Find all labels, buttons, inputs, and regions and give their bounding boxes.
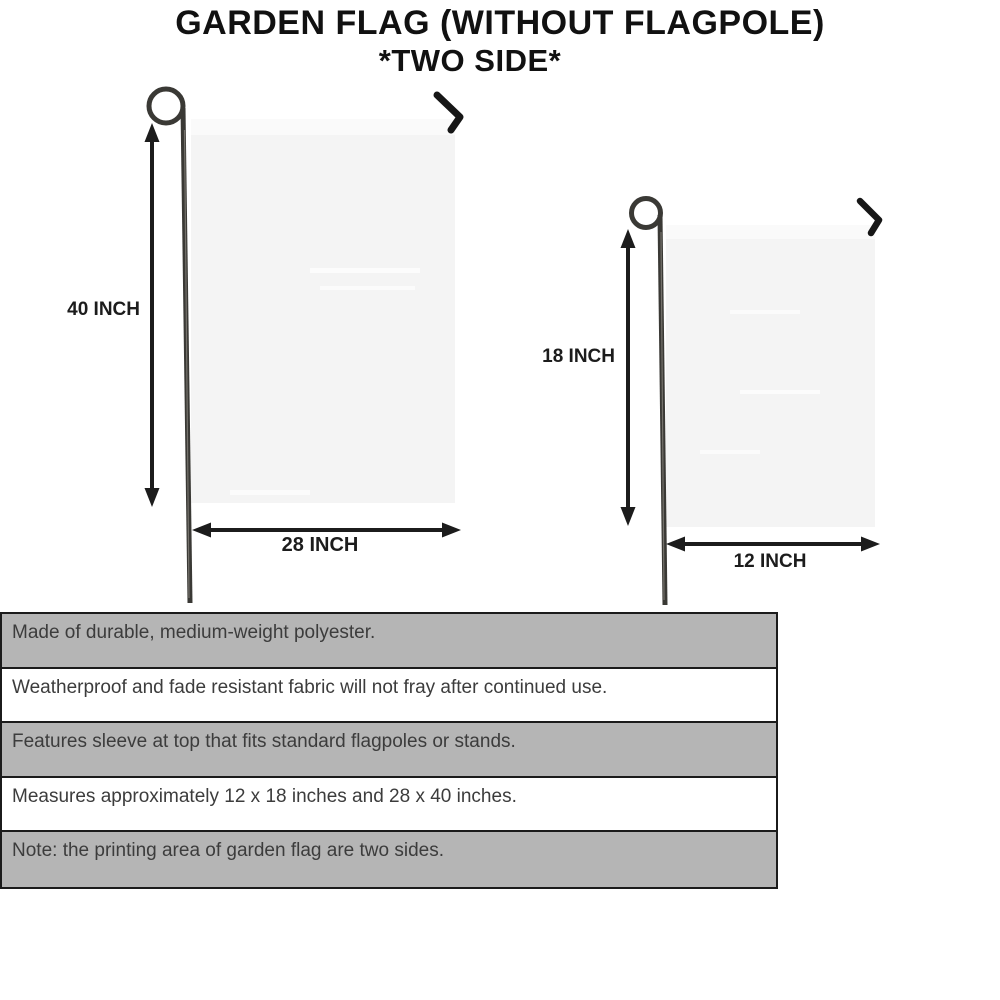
- small-flag-sleeve: [666, 225, 875, 239]
- table-row: Note: the printing area of garden flag are two sides.: [2, 832, 776, 887]
- large-flag-width-label: 28 INCH: [281, 534, 359, 556]
- table-row: Measures approximately 12 x 18 inches and 28 x 40 inches.: [2, 778, 776, 833]
- small-flag-group: [621, 199, 881, 606]
- large-flag-sleeve: [191, 119, 455, 135]
- large-flag-fabric: [191, 119, 455, 503]
- large-flag-group: [145, 89, 462, 603]
- large-flag-crease: [310, 268, 420, 273]
- small-flag-crease: [730, 310, 800, 314]
- table-row: Weatherproof and fade resistant fabric will not fray after continued use.: [2, 669, 776, 724]
- small-flag-width-label: 12 INCH: [733, 551, 807, 572]
- large-flag-height-arrow: [145, 123, 160, 507]
- small-flag-crease: [740, 390, 820, 394]
- small-flagpole-loop: [632, 199, 661, 228]
- small-flag-crease: [700, 450, 760, 454]
- table-row: Made of durable, medium-weight polyester.: [2, 614, 776, 669]
- small-flag-width-arrow: [666, 537, 880, 552]
- large-flag-height-label: 40 INCH: [67, 299, 140, 320]
- large-flagpole-loop: [149, 89, 183, 123]
- large-flag-crease: [320, 286, 415, 290]
- small-flag-fabric: [666, 225, 875, 527]
- table-row: Features sleeve at top that fits standard flagpoles or stands.: [2, 723, 776, 778]
- large-flag-crease: [230, 490, 310, 495]
- features-table: [0, 612, 778, 889]
- small-flag-height-label: 18 INCH: [542, 346, 615, 367]
- title-line-1: GARDEN FLAG (WITHOUT FLAGPOLE): [175, 4, 825, 42]
- small-flag-height-arrow: [621, 229, 636, 526]
- title-line-2: *TWO SIDE*: [378, 43, 562, 79]
